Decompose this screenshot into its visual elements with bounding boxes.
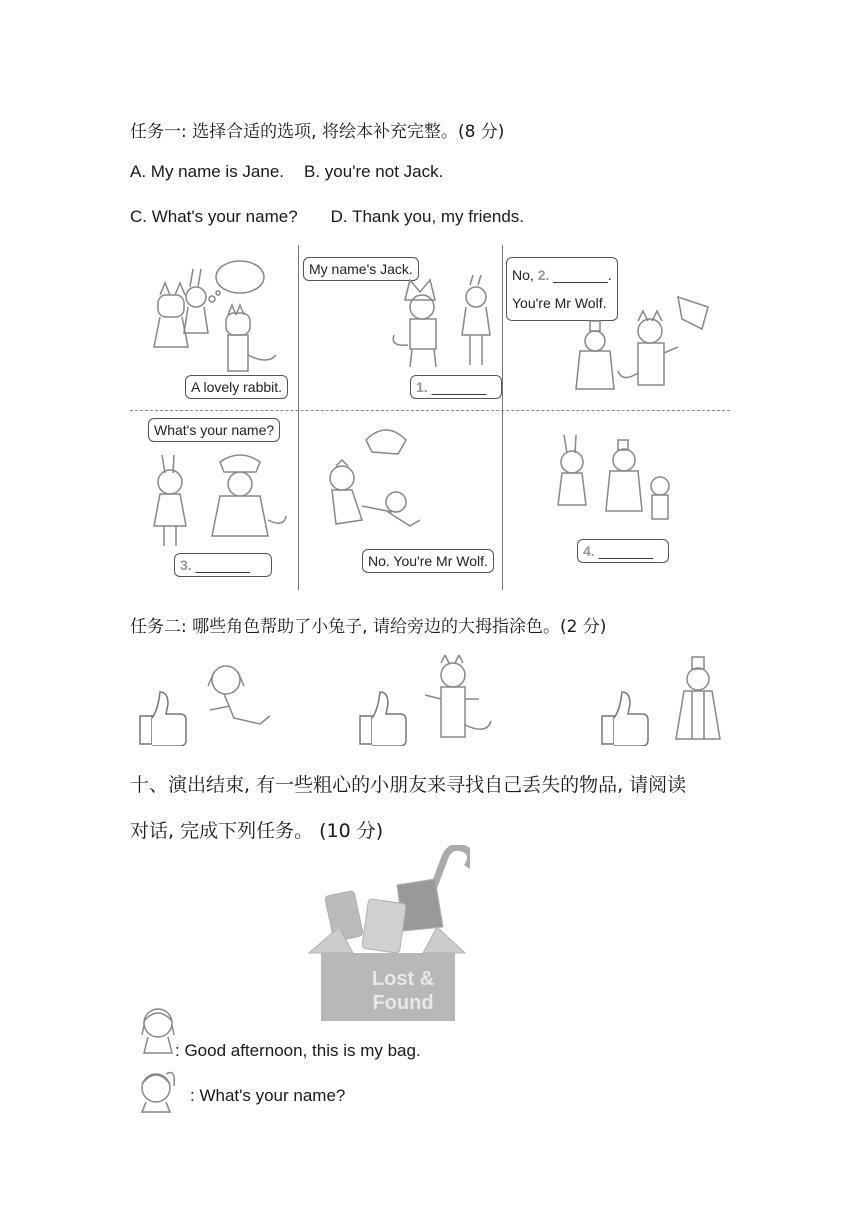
dialog-line-2: : What's your name? <box>190 1086 346 1105</box>
thumb-icon-3[interactable] <box>600 688 650 746</box>
task1-heading: 任务一: 选择合适的选项, 将绘本补充完整。(8 分) <box>130 122 505 142</box>
panel3-illustration <box>570 293 720 403</box>
panel-divider <box>502 245 503 590</box>
panel1-illustration <box>140 255 290 375</box>
box-label-line2: Found <box>372 992 434 1014</box>
option-c: C. What's your name? <box>130 207 298 226</box>
panel-divider <box>298 245 299 590</box>
fox-character-icon <box>672 655 732 747</box>
box-label-line1: Lost & <box>371 968 435 990</box>
panel4-illustration <box>150 450 290 550</box>
panel2-illustration <box>390 275 500 370</box>
section10-line2: 对话, 完成下列任务。 (10 分) <box>130 820 384 842</box>
lost-and-found-box <box>305 845 470 1025</box>
bubble-no-wolf: No, 2. _______. You're Mr Wolf. <box>506 257 618 321</box>
section10-line1: 十、演出结束, 有一些粗心的小朋友来寻找自己丢失的物品, 请阅读 <box>130 774 687 796</box>
answer-blank-3: 3. _______ <box>174 553 272 577</box>
dialog-line-1: : Good afternoon, this is my bag. <box>175 1041 421 1060</box>
answer-blank-4: 4. _______ <box>577 539 669 563</box>
row-divider <box>130 410 730 411</box>
options-row-1 <box>130 162 443 182</box>
option-a: A. My name is Jane. <box>130 162 285 181</box>
wolf-character-icon <box>415 655 495 745</box>
answer-blank-1: 1. _______ <box>410 375 502 399</box>
bubble-no-youre-mr-wolf: No. You're Mr Wolf. <box>362 549 494 573</box>
girl-avatar-icon <box>138 1005 178 1055</box>
option-d: D. Thank you, my friends. <box>330 207 525 226</box>
bubble-lovely-rabbit: A lovely rabbit. <box>185 375 288 399</box>
dog-character-icon <box>200 660 280 740</box>
bubble-my-name-jack: My name's Jack. <box>303 257 419 281</box>
comic-strip <box>130 245 730 590</box>
task2-heading: 任务二: 哪些角色帮助了小兔子, 请给旁边的大拇指涂色。(2 分) <box>130 617 607 637</box>
panel5-illustration <box>316 420 496 540</box>
options-row-2 <box>130 207 524 227</box>
bubble-whats-your-name: What's your name? <box>148 418 280 442</box>
thumb-icon-2[interactable] <box>358 688 408 746</box>
panel6-illustration <box>550 430 690 530</box>
girl-ponytail-avatar-icon <box>136 1066 178 1114</box>
thumb-icon-1[interactable] <box>138 688 188 746</box>
option-b: B. you're not Jack. <box>304 162 444 181</box>
